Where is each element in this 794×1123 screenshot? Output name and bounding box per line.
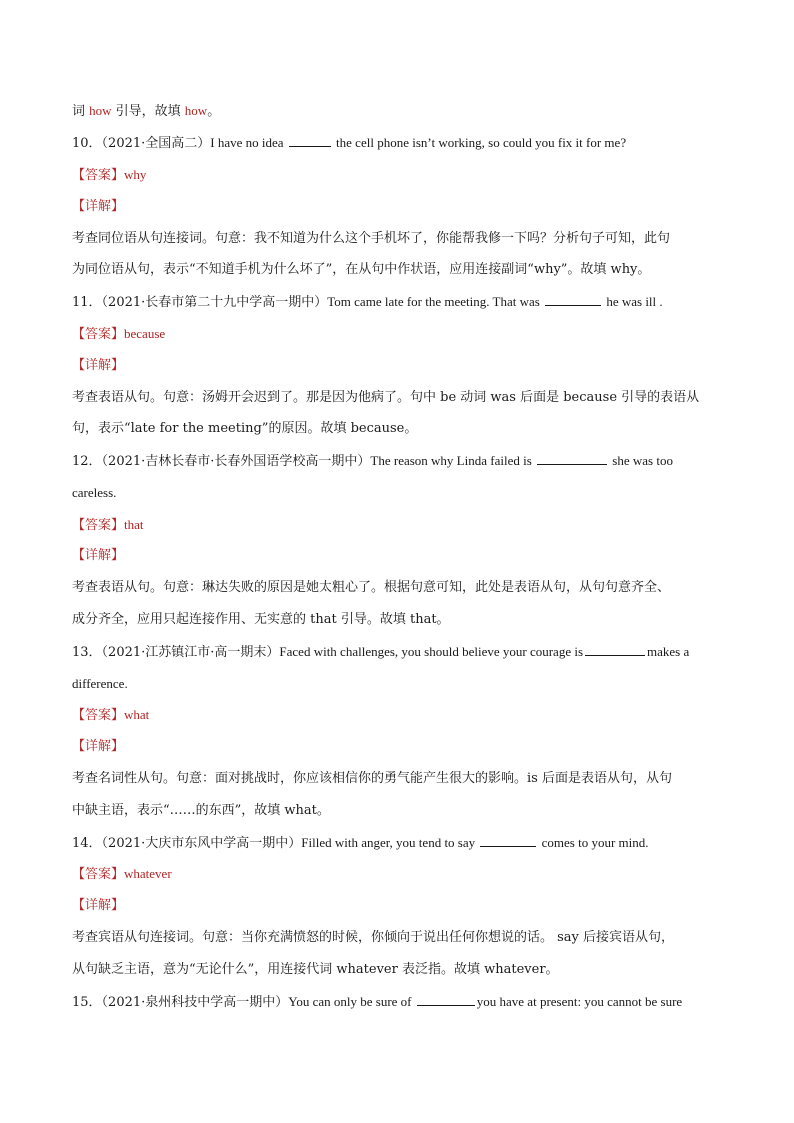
detail-label: 【详解】 [72,199,125,214]
detail-label: 【详解】 [72,898,125,913]
answer-label: 【答案】 [72,708,125,723]
detail-text: 考查名词性从句。句意：面对挑战时，你应该相信你的勇气能产生很大的影响。is 后面是表语从句，从句 [72,771,672,786]
answer-value: that [124,517,144,532]
intro-fill: how [184,103,208,118]
question-source: （2021·泉州科技中学高一期中） [101,995,289,1010]
intro-mid: 引导，故填 [111,104,185,119]
detail-text: 中缺主语，表示“……的东西”，故填 what。 [72,803,330,818]
question-source: （2021·大庆市东风中学高一期中） [101,836,302,851]
question-text: The reason why Linda failed is [370,453,536,468]
question-number: 12． [72,454,102,469]
intro-keyword: how [89,103,112,118]
question-number: 13． [72,645,102,660]
detail-label: 【详解】 [72,739,125,754]
question-source: （2021·全国高二） [101,136,211,151]
answer-value: what [124,707,150,722]
question-text: he was ill . [603,294,663,309]
answer-blank [545,292,601,306]
question-number: 11． [72,295,102,310]
question-15 [72,992,722,1013]
question-text-cont: careless. [72,485,117,500]
answer-value: why [124,167,147,182]
question-text: you have at present: you cannot be sure [476,994,683,1009]
question-text: the cell phone isn’t working, so could you fix it for me? [332,135,627,150]
question-source: （2021·江苏镇江市·高一期末） [101,645,280,660]
answer-value: because [124,326,166,341]
answer-value: whatever [124,866,172,881]
detail-text: 考查表语从句。句意：汤姆开会迟到了。那是因为他病了。句中 be 动词 was 后面是 because 引导的表语从 [72,390,700,405]
question-text: comes to your mind. [538,835,649,850]
detail-text: 成分齐全，应用只起连接作用、无实意的 that 引导。故填 that。 [72,612,450,627]
answer-blank [585,642,645,656]
intro-line [72,101,722,122]
answer-label: 【答案】 [72,867,125,882]
question-text: You can only be sure of [288,994,415,1009]
question-number: 10． [72,136,102,151]
detail-text: 考查同位语从句连接词。句意：我不知道为什么这个手机坏了，你能帮我修一下吗？分析句子可知，此句 [72,231,671,246]
answer-label: 【答案】 [72,518,125,533]
answer-line [72,864,722,885]
answer-label: 【答案】 [72,327,125,342]
question-source: （2021·吉林长春市·长春外国语学校高一期中） [101,454,371,469]
answer-line [72,705,722,726]
intro-prefix: 词 [72,104,90,119]
answer-line [72,515,722,536]
detail-text: 考查表语从句。句意：琳达失败的原因是她太粗心了。根据句意可知，此处是表语从句，从句句意齐全、 [72,580,671,595]
detail-label: 【详解】 [72,358,125,373]
answer-line [72,165,722,186]
answer-line [72,324,722,345]
question-text: she was too [609,453,673,468]
question-13 [72,642,722,663]
answer-label: 【答案】 [72,168,125,183]
intro-end: 。 [207,104,221,119]
answer-blank [417,992,475,1006]
detail-text: 考查宾语从句连接词。句意：当你充满愤怒的时候，你倾向于说出任何你想说的话。 say 后接宾语从句， [72,930,675,945]
question-11 [72,292,722,313]
question-number: 14． [72,836,102,851]
detail-text: 为同位语从句，表示“不知道手机为什么坏了”，在从句中作状语，应用连接副词“why”。故填 why。 [72,262,651,277]
question-text-cont: difference. [72,676,128,691]
answer-blank [537,451,607,465]
detail-text: 从句缺乏主语，意为“无论什么”，用连接代词 whatever 表泛指。故填 whatever。 [72,962,559,977]
question-text: Faced with challenges, you should believe your courage is [279,644,584,659]
question-text: I have no idea [210,135,287,150]
question-text: Tom came late for the meeting. That was [327,294,544,309]
answer-blank [289,133,331,147]
question-10 [72,133,722,154]
detail-label: 【详解】 [72,548,125,563]
question-12 [72,451,722,472]
question-14 [72,833,722,854]
question-text: Filled with anger, you tend to say [301,835,479,850]
question-text: makes a [647,644,690,659]
answer-blank [480,833,536,847]
detail-text: 句，表示“late for the meeting”的原因。故填 because。 [72,421,418,436]
question-source: （2021·长春市第二十九中学高一期中） [101,295,328,310]
question-number: 15． [72,995,102,1010]
